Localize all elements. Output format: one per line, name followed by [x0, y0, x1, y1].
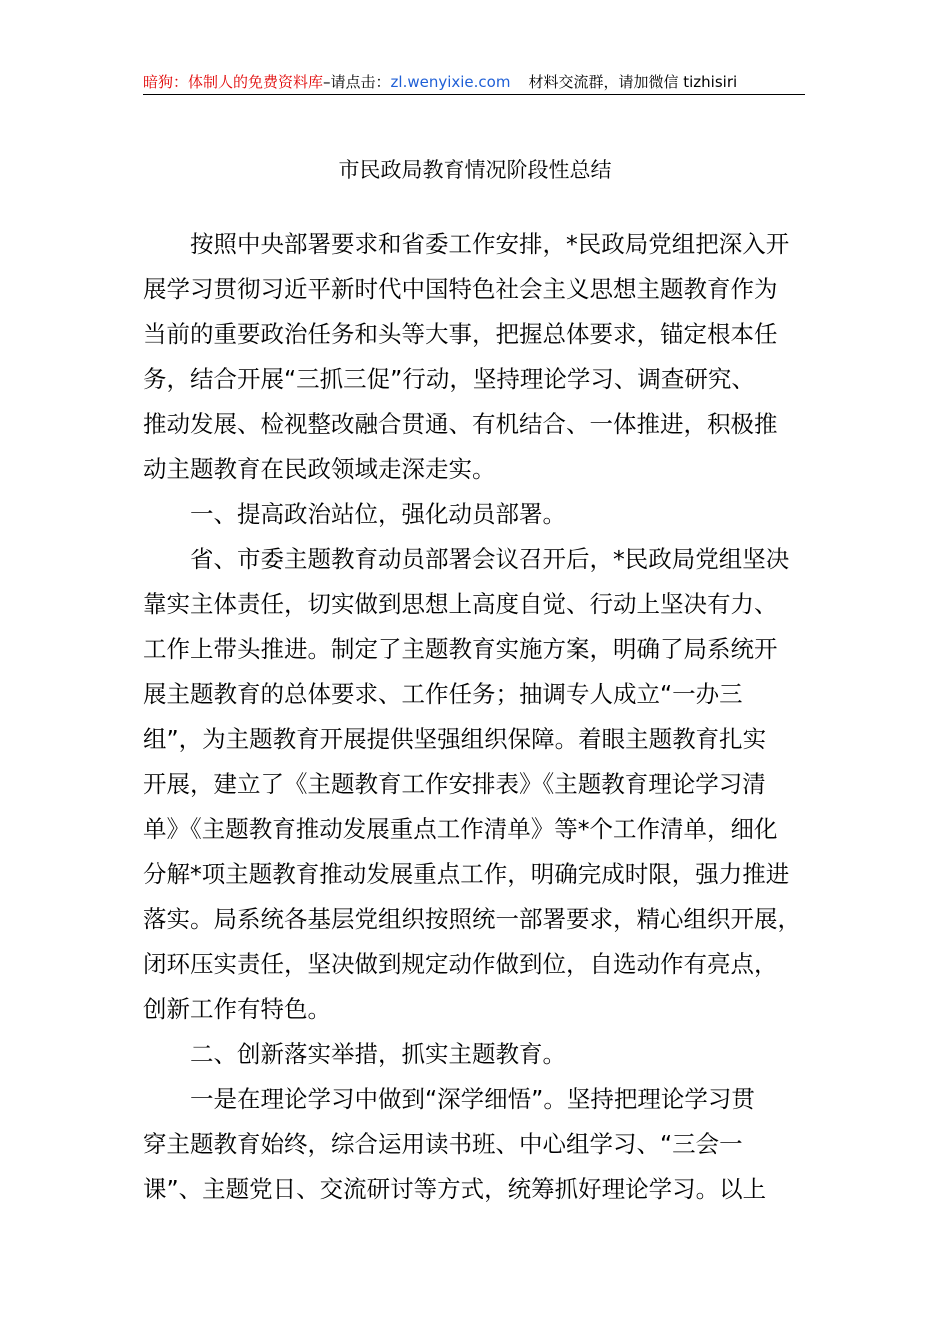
section-heading-2: 二、创新落实举措，抓实主题教育。 — [190, 1040, 566, 1068]
body-line: 展主题教育的总体要求、工作任务；抽调专人成立“一办三 — [143, 680, 743, 708]
body-line: 动主题教育在民政领域走深走实。 — [143, 455, 496, 483]
header-divider — [143, 94, 805, 95]
header-group-text: 材料交流群，请加微信 tizhisiri — [528, 73, 738, 91]
body-line: 课”、主题党日、交流研讨等方式，统筹抓好理论学习。以上 — [143, 1175, 767, 1203]
body-line: 分解*项主题教育推动发展重点工作，明确完成时限，强力推进 — [143, 860, 790, 888]
body-line: 省、市委主题教育动员部署会议召开后，*民政局党组坚决 — [190, 545, 790, 573]
body-line: 工作上带头推进。制定了主题教育实施方案，明确了局系统开 — [143, 635, 778, 663]
body-line: 靠实主体责任，切实做到思想上高度自觉、行动上坚决有力、 — [143, 590, 778, 618]
document-body — [143, 222, 823, 1212]
section-heading-1: 一、提高政治站位，强化动员部署。 — [190, 500, 566, 528]
page-header — [143, 70, 805, 94]
header-link[interactable]: zl.wenyixie.com — [390, 73, 511, 91]
body-line: 落实。局系统各基层党组织按照统一部署要求，精心组织开展， — [143, 905, 801, 933]
body-line: 闭环压实责任，坚决做到规定动作做到位，自选动作有亮点， — [143, 950, 778, 978]
body-line: 当前的重要政治任务和头等大事，把握总体要求，锚定根本任 — [143, 320, 778, 348]
body-line: 组”，为主题教育开展提供坚强组织保障。着眼主题教育扎实 — [143, 725, 767, 753]
body-line: 一是在理论学习中做到“深学细悟”。坚持把理论学习贯 — [190, 1085, 755, 1113]
body-line: 按照中央部署要求和省委工作安排，*民政局党组把深入开 — [190, 230, 790, 258]
body-line: 开展，建立了《主题教育工作安排表》《主题教育理论学习清 — [143, 770, 766, 798]
header-click-prompt: –请点击： — [323, 73, 391, 91]
body-line: 展学习贯彻习近平新时代中国特色社会主义思想主题教育作为 — [143, 275, 778, 303]
body-line: 创新工作有特色。 — [143, 995, 331, 1023]
body-line: 单》《主题教育推动发展重点工作清单》等*个工作清单，细化 — [143, 815, 778, 843]
body-line: 穿主题教育始终，综合运用读书班、中心组学习、“三会一 — [143, 1130, 743, 1158]
header-brand: 暗狗：体制人的免费资料库 — [143, 73, 324, 91]
document-title: 市民政局教育情况阶段性总结 — [338, 158, 612, 182]
body-line: 务，结合开展“三抓三促”行动，坚持理论学习、调查研究、 — [143, 365, 755, 393]
body-line: 推动发展、检视整改融合贯通、有机结合、一体推进，积极推 — [143, 410, 778, 438]
